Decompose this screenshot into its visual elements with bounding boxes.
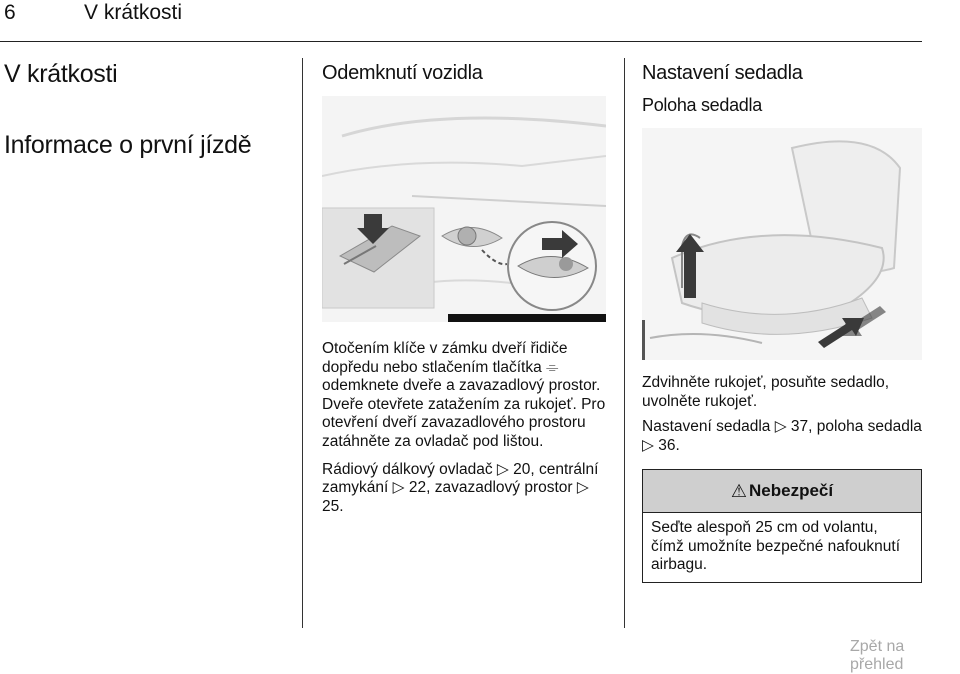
seat-subheading: Poloha sedadla (642, 95, 762, 115)
seat-adjust-illustration (642, 128, 922, 360)
car-unlock-illustration (322, 96, 606, 322)
middle-column (322, 56, 608, 85)
unlock-paragraph: Otočením klíče v zámku dveří řidiče dopředu nebo stlačením tlačítka ⌯ odemknete dveře a zavazadlový prostor. Dveře otevřete zatažením za rukojeť. Pro otevření dveří zavazadlového prostoru zatáhněte za ovladač pod lištou. (322, 340, 606, 450)
warning-text: Seďte alespoň 25 cm od volantu, čímž umožníte bezpečné nafouknutí airbagu. (651, 519, 901, 574)
column-divider-right (624, 58, 625, 628)
page-header (0, 0, 960, 44)
warning-triangle-icon: ⚠ (730, 480, 748, 501)
seat-drawing (642, 128, 922, 360)
section-subtitle: Informace o první jízdě (4, 131, 252, 159)
running-title: V krátkosti (84, 1, 183, 24)
warning-header (643, 470, 921, 513)
seat-paragraph: Zdvihněte rukojeť, posuňte sedadlo, uvolněte rukojeť. (642, 374, 890, 410)
column-divider-left (302, 58, 303, 628)
unlock-references: Rádiový dálkový ovladač ▷ 20, centrální zamykání ▷ 22, zavazadlový prostor ▷ 25. (322, 460, 599, 515)
warning-title: Nebezpečí (749, 481, 834, 500)
seat-references: Nastavení sedadla ▷ 37, poloha sedadla ▷ 36. (642, 418, 922, 454)
seat-body-text (642, 374, 924, 455)
seat-heading: Nastavení sedadla (642, 62, 803, 84)
section-title: V krátkosti (4, 60, 118, 88)
car-door-drawing (322, 96, 606, 322)
unlock-body-text (322, 340, 612, 516)
right-column (642, 56, 922, 116)
danger-warning-box (642, 469, 922, 583)
page-number: 6 (4, 1, 16, 24)
left-column (4, 56, 294, 160)
unlock-heading: Odemknutí vozidla (322, 62, 483, 84)
header-rule (0, 41, 922, 42)
back-to-overview-link[interactable]: Zpět na přehled (850, 638, 905, 673)
